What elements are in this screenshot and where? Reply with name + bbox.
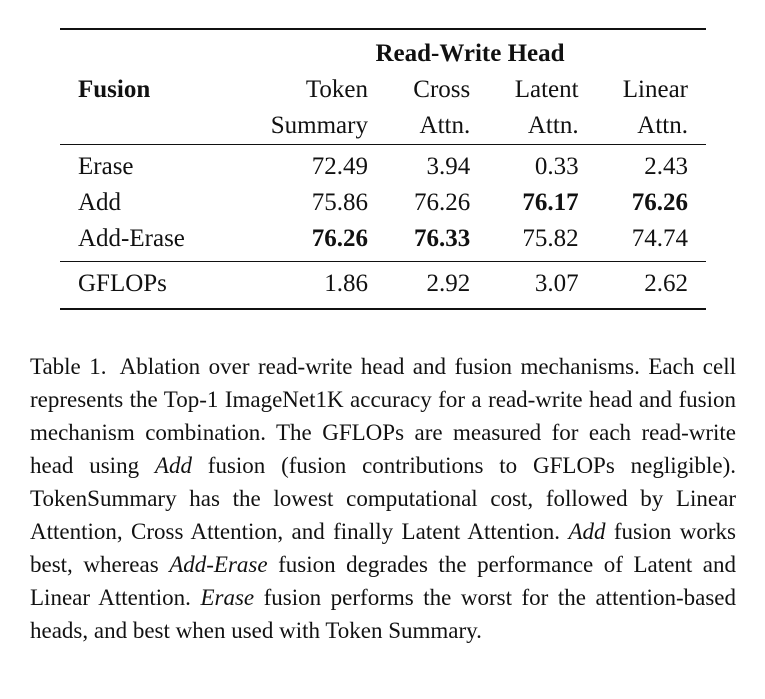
row-label-add: Add: [78, 189, 122, 216]
col-header-latent: Latent: [514, 76, 579, 103]
col-header-token: Token: [305, 76, 368, 103]
col-header-latent-attn: Attn.: [527, 112, 579, 139]
table-cell: 76.26: [413, 189, 471, 216]
table-cell-best: 76.26: [311, 225, 368, 252]
table-cell-best: 76.17: [522, 189, 579, 216]
table-row: [60, 145, 706, 186]
row-label-erase: Erase: [78, 153, 134, 180]
table-cell: 0.33: [534, 153, 579, 180]
table-row: [60, 185, 706, 221]
row-label-gflops: GFLOPs: [78, 270, 167, 297]
caption-text: fusion performs the worst for the attention-based heads, and best when used with Token Summary.: [30, 585, 736, 643]
table-cell: 1.86: [324, 270, 368, 297]
caption-text: fusion works best, whereas: [30, 519, 736, 577]
caption-emphasis: Erase: [200, 585, 255, 610]
results-table-container: [60, 28, 706, 310]
table-row: [60, 221, 706, 262]
table-cell: 2.92: [426, 270, 471, 297]
results-table: [60, 28, 706, 310]
empty-corner-cell: [60, 29, 234, 72]
col-header-summary: Summary: [270, 112, 368, 139]
caption-text: fusion degrades the performance of Latent and Linear Attention.: [30, 552, 736, 610]
read-write-head-header: Read-Write Head: [375, 40, 565, 67]
caption-label: Table 1.: [30, 354, 107, 379]
col-header-cross-attn: Attn.: [419, 112, 471, 139]
table-cell: 75.82: [522, 225, 579, 252]
table-caption: [30, 350, 736, 647]
table-cell: 3.07: [534, 270, 579, 297]
caption-emphasis: Add: [568, 519, 606, 544]
caption-emphasis: Add-Erase: [169, 552, 268, 577]
caption-emphasis: Add: [154, 453, 192, 478]
gflops-row: [60, 262, 706, 310]
table-cell: 2.62: [644, 270, 688, 297]
table-cell: 72.49: [311, 153, 368, 180]
column-header-row-1: [60, 72, 706, 108]
col-header-linear-attn: Attn.: [637, 112, 688, 139]
caption-text: fusion (fusion contributions to GFLOPs negligible). TokenSummary has the lowest computational cost, followed by Linear Attention, Cross Attention, and finally Latent Attention.: [30, 453, 736, 544]
table-cell: 74.74: [631, 225, 688, 252]
caption-text: Ablation over read-write head and fusion mechanisms. Each cell represents the Top-1 ImageNet1K accuracy for a read-write head and fusion mechanism combination. The GFLOPs are measured for each read-write head using: [30, 354, 736, 478]
col-header-linear: Linear: [622, 76, 688, 103]
table-cell: 3.94: [426, 153, 471, 180]
group-header-row: [60, 29, 706, 72]
empty-header-cell: [60, 108, 234, 145]
row-label-add-erase: Add-Erase: [78, 225, 185, 252]
table-cell-best: 76.33: [413, 225, 471, 252]
col-header-cross: Cross: [413, 76, 471, 103]
fusion-header: Fusion: [78, 76, 151, 103]
table-cell: 2.43: [644, 153, 688, 180]
table-cell: 75.86: [311, 189, 368, 216]
table-cell-best: 76.26: [631, 189, 688, 216]
column-header-row-2: [60, 108, 706, 145]
